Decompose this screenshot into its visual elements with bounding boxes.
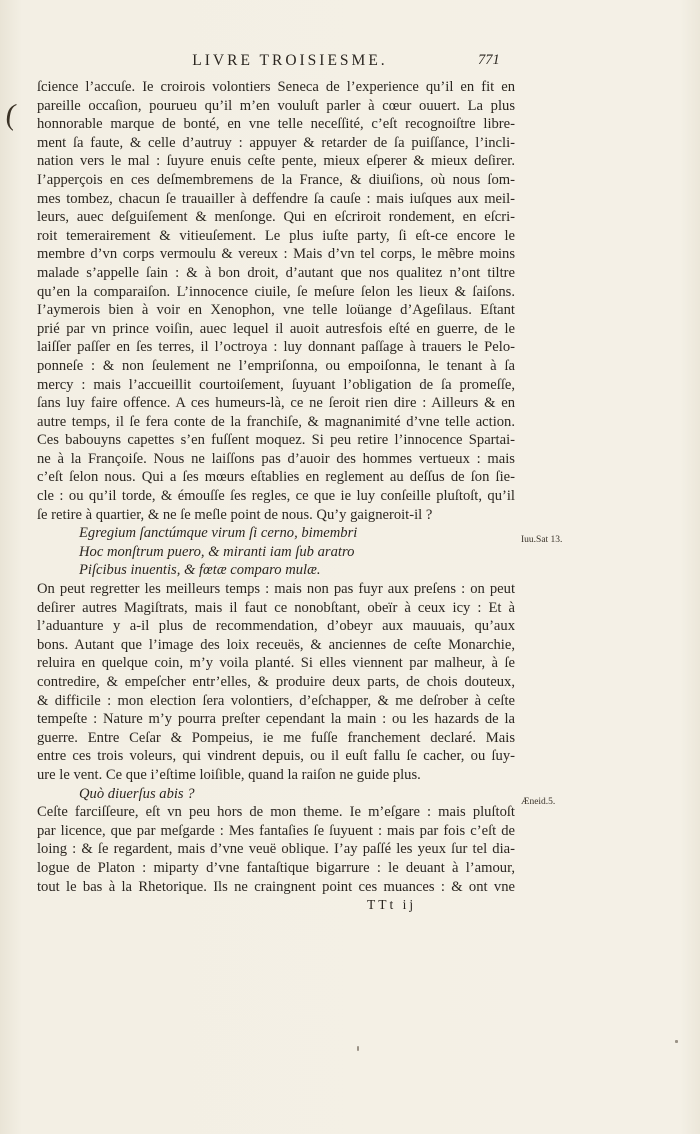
paper-speck xyxy=(357,1046,359,1051)
text-line: laiſſer paſſer en ſes terres, il l’octroya : luy donnant paſſage à trauers le Pelo- xyxy=(37,339,515,356)
verse-line: Piſcibus inuentis, & fœtæ comparo mulæ. xyxy=(79,562,321,579)
text-line: & difficile : mon election ſera volontiers, d’eſchapper, & me deſrober à ceſte xyxy=(37,692,515,709)
text-line: membre d’vn corps vermoulu & vereux : Mais d’vn tel corps, le mẽbre moins xyxy=(37,246,515,263)
text-line: deſirer autres Magiſtrats, mais il faut ce nonobſtant, obeïr à ceux icy : Et à xyxy=(37,599,515,616)
text-line: honnorable marque de bonté, en vne telle neceſſité, c’eſt recognoiſtre libre- xyxy=(37,116,515,133)
text-line: l’aduanture y a-il plus de recommendation, d’obeyr aux mauuais, qu’aux xyxy=(37,618,515,635)
text-line: ne à la Françoiſe. Nous ne laiſſons pas d’auoir des hommes vertueux : mais xyxy=(37,450,515,467)
margin-note-aeneid: Æneid.5. xyxy=(521,797,556,807)
text-line: ſe retire à quartier, & ne ſe meſle point de nous. Qu’y gaigneroit-il ? xyxy=(37,506,433,523)
text-line: tout le bas à la Rhetorique. Ils ne craingnent point ces muances : & ont vne xyxy=(37,878,515,895)
signature-mark: TTt ij xyxy=(367,897,417,913)
text-line: qu’en la comparaiſon. L’innocence ciuile, ſe meſure ſelon les lieux & ſaiſons. xyxy=(37,283,515,300)
text-line: contredire, & empeſcher entr’elles, & produire deux parts, de chois douteux, xyxy=(37,674,515,690)
text-line: leurs, auec deſguiſement & menſonge. Qui en eſcriroit rondement, en eſcri- xyxy=(37,209,515,226)
text-line: Ceſte farciſſeure, eſt vn peu hors de mon theme. Ie m’eſgare : mais pluſtoſt xyxy=(37,804,515,821)
margin-bracket-mark: ( xyxy=(3,97,19,132)
text-line: malade s’appelle ſain : & à bon droit, d’autant que nos qualitez n’ont tiltre xyxy=(37,264,515,281)
text-line: reluira en quelque coin, m’y voila planté. Si elles viennent par malheur, à ſe xyxy=(37,655,515,672)
verse-line: Egregium ſanctúmque virum ſi cerno, bimembri xyxy=(79,525,358,542)
text-line: ſcience l’accuſe. Ie croirois volontiers Seneca de l’experience qu’il en fit en xyxy=(37,79,515,95)
running-head: LIVRE TROISIESME. xyxy=(192,52,388,69)
text-line: ure le vent. Ce que i’eſtime loiſible, quand la raiſon ne guide plus. xyxy=(37,766,421,783)
verse-line: Quò diuerſus abis ? xyxy=(79,785,195,802)
page-number: 771 xyxy=(478,52,500,68)
text-line: entre ces trois voleurs, qui vindrent depuis, ou il euſt fallu ſe cacher, ou ſuy- xyxy=(37,748,515,765)
text-line: bons. Autant que l’image des loix receuës, & anciennes de ceſte Monarchie, xyxy=(37,636,515,653)
text-line: mercy : mais l’accueillit courtoiſement, ſuyuant l’obligation de ſa promeſſe, xyxy=(37,376,515,393)
text-line: guerre. Entre Ceſar & Pompeius, ie me fuſſe franchement declaré. Mais xyxy=(37,729,515,746)
text-line: ponneſe : & non ſeulement ne l’empriſonna, ou empoiſonna, le tenant à ſa xyxy=(37,357,515,374)
text-line: tempeſte : Nature m’y pourra preſter cependant la main : ou les hazards de la xyxy=(37,711,515,728)
text-line: On peut regretter les meilleurs temps : mais non pas fuyr aux preſens : on peut xyxy=(37,581,515,598)
text-line: c’eſt ſelon nous. Qui a ſes mœurs eſtablies en reglement au deſſus de ſon ſie- xyxy=(37,469,515,486)
text-line: prié par vn prince voiſin, auec lequel il auoit autresfois eſté en guerre, de le xyxy=(37,320,515,337)
text-line: I’apperçois en ces deſmembremens de la France, & diuiſions, où nous ſom- xyxy=(37,171,515,188)
text-line: mes tombez, chacun ſe trauailler à deffendre ſa cauſe : mais iuſques aux meil- xyxy=(37,190,515,207)
body-text xyxy=(37,78,515,915)
text-line: roit temerairement & vitieuſement. Le plus iuſte party, ſi eſt-ce encore le xyxy=(37,227,515,244)
text-line: loing : & ſe regardent, mais d’vne veuë oblique. I’ay paſſé les yeux ſur tel dia- xyxy=(37,841,515,858)
text-line: nation vers le mal : ſuyure enuis ceſte pente, mieux eſperer & mieux deſirer. xyxy=(37,153,515,170)
text-line: Ces babouyns capettes s’en fuſſent moquez. Si peu retire l’innocence Spartai- xyxy=(37,432,515,449)
text-line: I’aymerois bien à voir en Xenophon, vne telle loüange d’Ageſilaus. Eſtant xyxy=(37,302,515,319)
margin-note-juvenal: Iuu.Sat 13. xyxy=(521,535,563,545)
text-line: logue de Platon : miparty d’vne fantaſtique bigarrure : le deuant à l’amour, xyxy=(37,859,515,876)
verse-line: Hoc monſtrum puero, & miranti iam ſub aratro xyxy=(79,543,355,560)
text-line: cle : ou qu’il torde, & émouſſe ſes regles, ce que ie luy conſeille pluſtoſt, qu’il xyxy=(37,488,515,505)
paper-speck xyxy=(675,1040,678,1043)
text-line: pareille occaſion, pourueu qu’il m’en vouluſt parler à cœur ouuert. La plus xyxy=(37,97,515,114)
text-line: par licence, que par meſgarde : Mes fantaſies ſe ſuyuent : mais par fois c’eſt de xyxy=(37,822,515,839)
text-line: ment ſa faute, & celle d’autruy : appuyer & retarder de ſa puiſſance, l’incli- xyxy=(37,134,515,151)
text-line: autre temps, il ſe fera conte de la franchiſe, & magnanimité d’vne telle action. xyxy=(37,413,515,430)
text-line: ſans luy faire offence. A ces humeurs-là, ce ne ſeroit rien dire : Ailleurs & en xyxy=(37,395,515,412)
